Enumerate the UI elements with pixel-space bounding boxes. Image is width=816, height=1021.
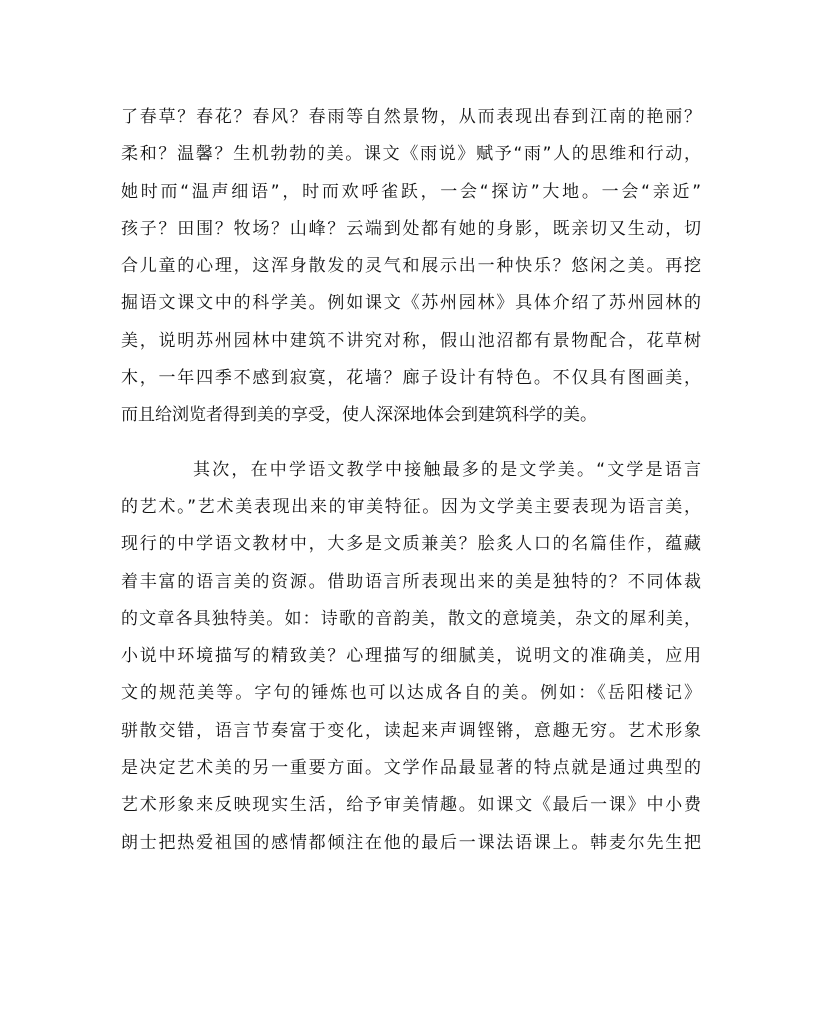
paragraph-line: 小说中环境描写的精致美？心理描写的细腻美，说明文的准确美，应用 [121, 646, 701, 667]
paragraph-line: 孩子？田围？牧场？山峰？云端到处都有她的身影，既亲切又生动，切 [121, 218, 701, 239]
paragraph-line: 的文章各具独特美。如：诗歌的音韵美，散文的意境美，杂文的犀利美， [121, 608, 701, 629]
paragraph-line: 合儿童的心理，这浑身散发的灵气和展示出一种快乐？悠闲之美。再挖 [121, 256, 701, 277]
document-body [121, 99, 701, 862]
paragraph-line: 的艺术。”艺术美表现出来的审美特征。因为文学美主要表现为语言美， [121, 496, 701, 517]
paragraph-line: 骈散交错，语言节奏富于变化，读起来声调铿锵，意趣无穷。艺术形象 [121, 720, 701, 741]
paragraph-1 [121, 99, 701, 435]
paragraph-line: 美，说明苏州园林中建筑不讲究对称，假山池沼都有景物配合，花草树 [121, 330, 701, 351]
paragraph-line: 柔和？温馨？生机勃勃的美。课文《雨说》赋予“雨”人的思维和行动， [121, 144, 701, 165]
paragraph-line: 现行的中学语文教材中，大多是文质兼美？脍炙人口的名篇佳作，蕴藏 [121, 534, 701, 555]
paragraph-line: 了春草？春花？春风？春雨等自然景物，从而表现出春到江南的艳丽？ [121, 107, 701, 127]
paragraph-line: 掘语文课文中的科学美。例如课文《苏州园林》具体介绍了苏州园林的 [121, 293, 701, 314]
paragraph-line: 其次，在中学语文教学中接触最多的是文学美。“文学是语言 [193, 459, 701, 480]
paragraph-line: 艺术形象来反映现实生活，给予审美情趣。如课文《最后一课》中小费 [121, 795, 701, 816]
paragraph-line: 是决定艺术美的另一重要方面。文学作品最显著的特点就是通过典型的 [121, 758, 701, 779]
paragraph-line: 而且给浏览者得到美的享受，使人深深地体会到建筑科学的美。 [121, 405, 597, 426]
paragraph-2 [121, 452, 701, 862]
paragraph-line: 朗士把热爱祖国的感情都倾注在他的最后一课法语课上。韩麦尔先生把 [121, 832, 701, 853]
paragraph-line: 文的规范美等。字句的锤炼也可以达成各自的美。例如：《岳阳楼记》 [121, 683, 701, 704]
paragraph-line: 着丰富的语言美的资源。借助语言所表现出来的美是独特的？不同体裁 [121, 571, 701, 592]
paragraph-line: 她时而“温声细语”，时而欢呼雀跃，一会“探访”大地。一会“亲近” [121, 181, 701, 202]
paragraph-line: 木，一年四季不感到寂寞，花墙？廊子设计有特色。不仅具有图画美， [121, 368, 701, 389]
paragraph-spacer [121, 435, 701, 452]
